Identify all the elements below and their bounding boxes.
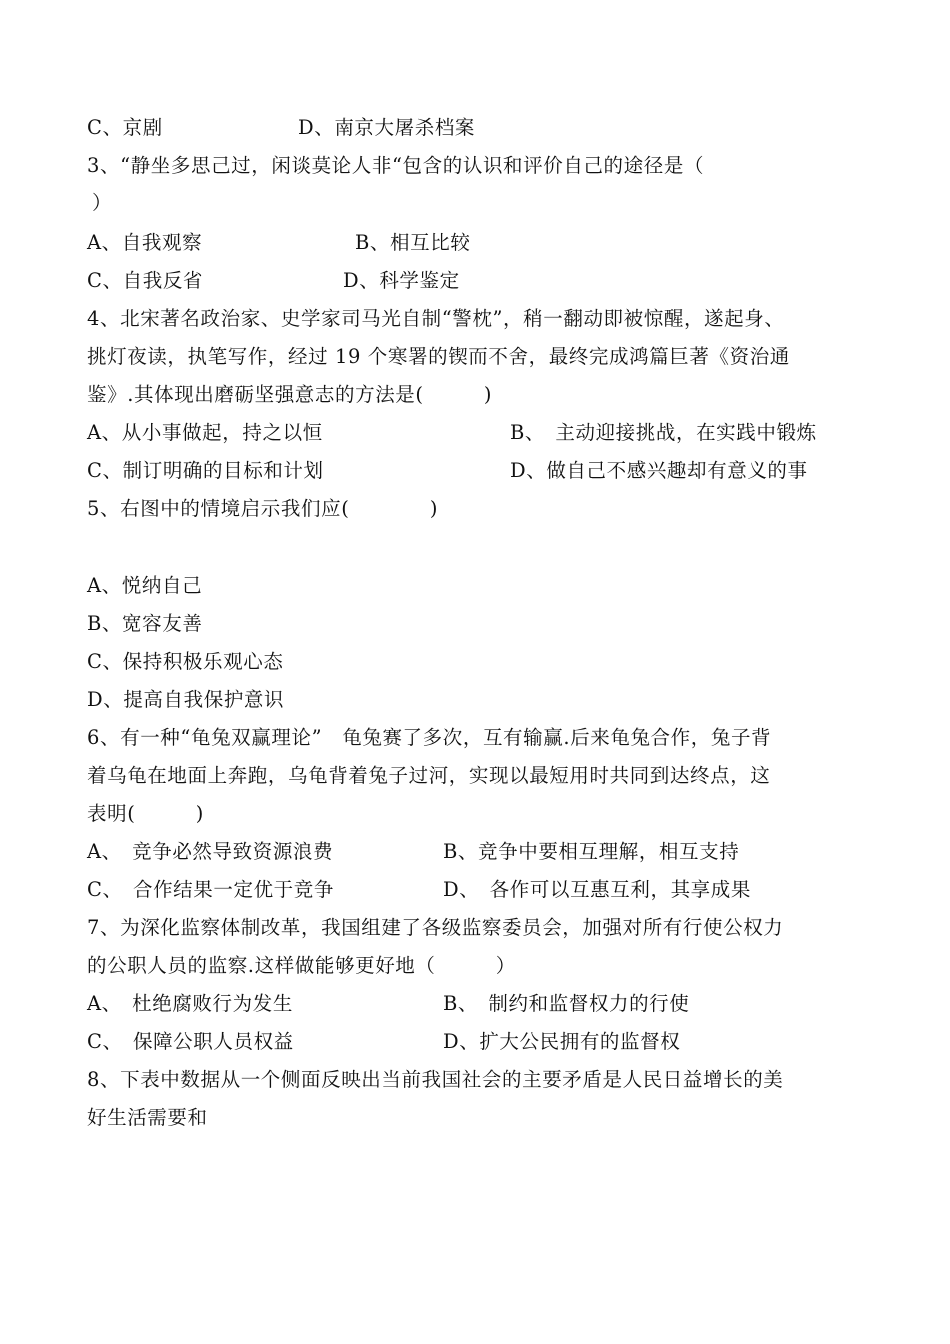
q2-option-d: D、南京大屠杀档案	[298, 116, 476, 139]
q3-option-d: D、科学鉴定	[343, 269, 460, 292]
q4-option-a: A、从小事做起，持之以恒	[87, 421, 323, 444]
q5-option-d: D、提高自我保护意识	[87, 688, 285, 711]
q3-option-c: C、自我反省	[87, 269, 204, 292]
q7-option-b: B、 制约和监督权力的行使	[443, 992, 690, 1015]
q6-option-c: C、 合作结果一定优于竞争	[87, 878, 334, 901]
q4-stem-line-3: 鉴》.其体现出磨砺坚强意志的方法是( )	[87, 383, 493, 406]
q3-stem-line-1: 3、“静坐多思己过，闲谈莫论人非“包含的认识和评价自己的途径是（	[87, 154, 705, 177]
q3-option-a: A、自我观察	[87, 231, 203, 254]
q5-option-b: B、宽容友善	[87, 612, 203, 635]
q4-option-c: C、制订明确的目标和计划	[87, 459, 324, 482]
q4-stem-line-2: 挑灯夜读，执笔写作，经过 19 个寒署的锲而不舍，最终完成鸿篇巨著《资治通	[87, 345, 790, 368]
q4-option-b: B、 主动迎接挑战，在实践中锻炼	[510, 421, 817, 444]
q6-option-d: D、 各作可以互惠互利，其享成果	[443, 878, 751, 901]
q6-stem-line-3: 表明( )	[87, 802, 204, 825]
q6-stem-line-1: 6、有一种“龟兔双赢理论” 龟兔赛了多次，互有输赢.后来龟兔合作，兔子背	[87, 726, 772, 749]
q7-stem-line-1: 7、为深化监察体制改革，我国组建了各级监察委员会，加强对所有行使公权力	[87, 916, 784, 939]
q6-option-b: B、竞争中要相互理解，相互支持	[443, 840, 740, 863]
q7-option-a: A、 杜绝腐败行为发生	[87, 992, 293, 1015]
q6-option-a: A、 竞争必然导致资源浪费	[87, 840, 334, 863]
q4-option-d: D、做自己不感兴趣却有意义的事	[510, 459, 808, 482]
q5-option-a: A、悦纳自己	[87, 574, 203, 597]
q8-stem-line-1: 8、下表中数据从一个侧面反映出当前我国社会的主要矛盾是人民日益增长的美	[87, 1068, 784, 1091]
q3-option-b: B、相互比较	[355, 231, 471, 254]
q7-option-d: D、扩大公民拥有的监督权	[443, 1030, 681, 1053]
q8-stem-line-2: 好生活需要和	[87, 1106, 208, 1129]
q7-option-c: C、 保障公职人员权益	[87, 1030, 294, 1053]
q4-stem-line-1: 4、北宋著名政治家、史学家司马光自制“警枕”，稍一翻动即被惊醒，遂起身、	[87, 307, 785, 330]
q5-option-c: C、保持积极乐观心态	[87, 650, 284, 673]
q2-option-c: C、京剧	[87, 116, 163, 139]
q6-stem-line-2: 着乌龟在地面上奔跑，乌龟背着兔子过河，实现以最短用时共同到达终点，这	[87, 764, 771, 787]
q5-stem: 5、右图中的情境启示我们应( )	[87, 497, 439, 520]
q7-stem-line-2: 的公职人员的监察.这样做能够更好地（ ）	[87, 954, 516, 977]
q3-stem-line-2: ）	[92, 191, 113, 214]
